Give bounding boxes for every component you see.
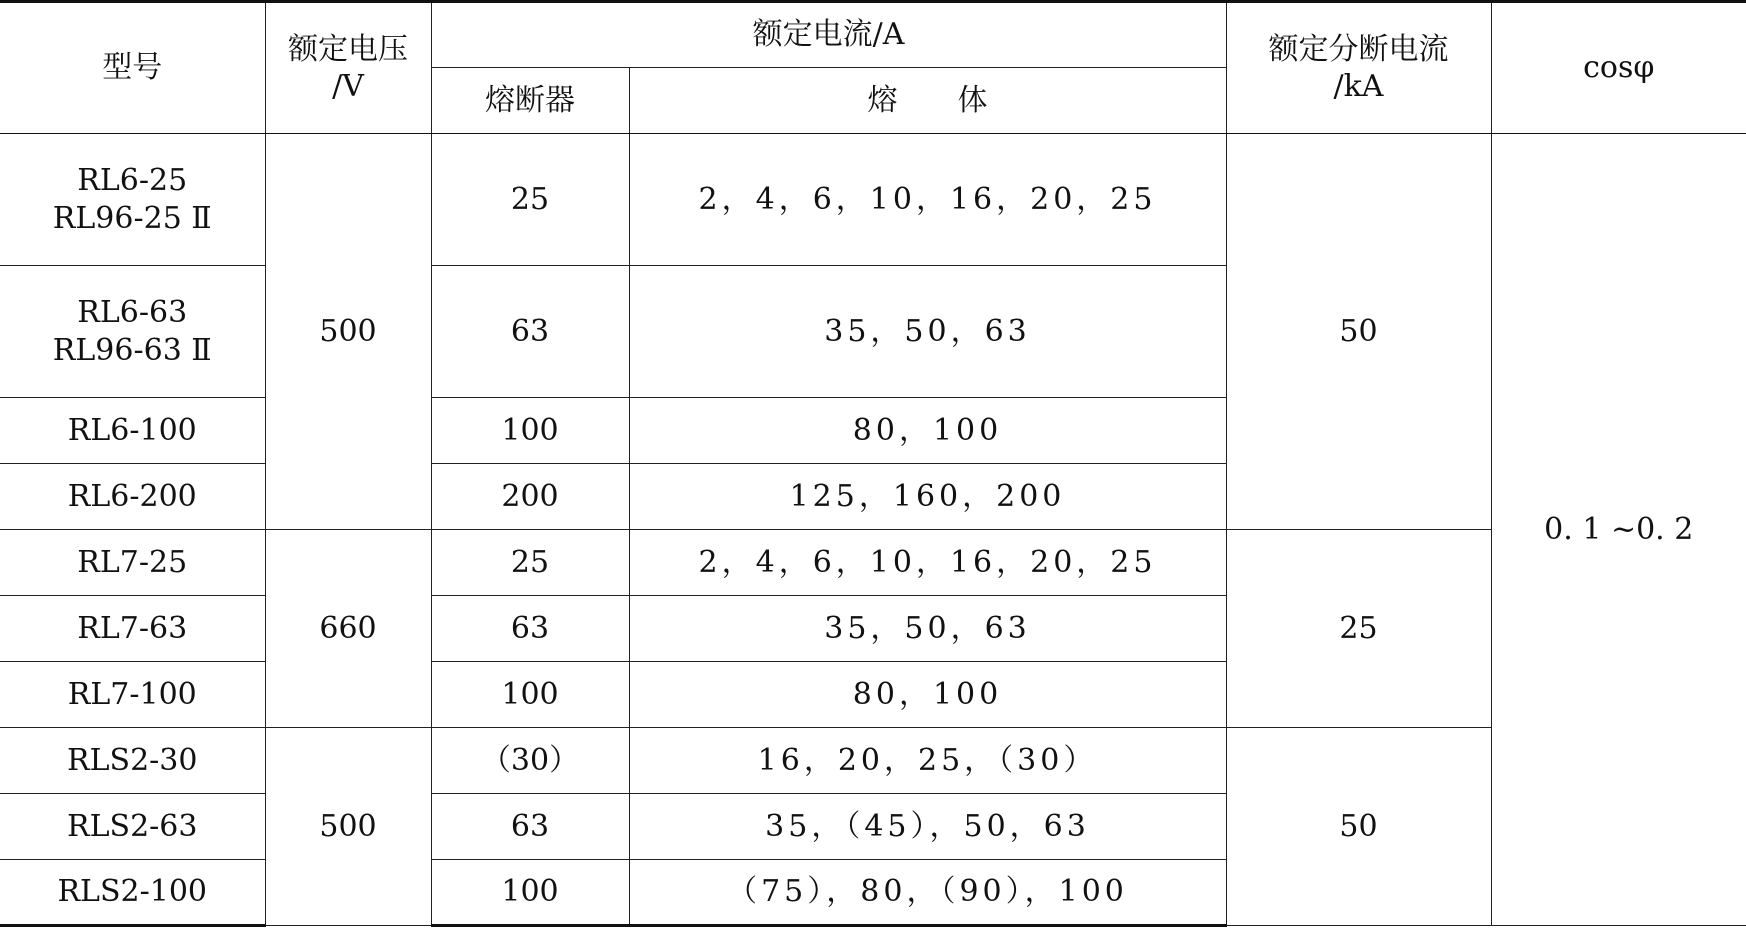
fuse-base-current-cell: （30） [431,728,629,794]
breaking-current-cell: 50 [1226,728,1491,926]
rated-voltage-cell: 500 [265,728,431,926]
table-row-model: RL6-25 RL96-25 Ⅱ [0,134,265,266]
header-fuse-base: 熔断器 [431,68,629,134]
fuse-link-current-cell: 2，4，6，10，16，20，25 [629,134,1226,266]
table-row-model: RL7-25 [0,530,265,596]
header-model: 型号 [0,2,265,134]
fuse-base-current-cell: 25 [431,134,629,266]
fuse-link-current-cell: 35，50，63 [629,596,1226,662]
fuse-link-current-cell: （75），80，（90），100 [629,860,1226,926]
fuse-link-current-cell: 2，4，6，10，16，20，25 [629,530,1226,596]
fuse-base-current-cell: 25 [431,530,629,596]
table-row-model: RL7-63 [0,596,265,662]
header-power-factor: cosφ [1491,2,1746,134]
table-row-model: RL6-63 RL96-63 Ⅱ [0,266,265,398]
breaking-current-cell: 25 [1226,530,1491,728]
fuse-link-current-cell: 16，20，25，（30） [629,728,1226,794]
rated-voltage-cell: 660 [265,530,431,728]
fuse-base-current-cell: 63 [431,596,629,662]
table-row-model: RLS2-30 [0,728,265,794]
fuse-link-current-cell: 80，100 [629,662,1226,728]
power-factor-cell: 0. 1 ~0. 2 [1491,134,1746,926]
table-row-model: RL7-100 [0,662,265,728]
header-rated-current: 额定电流/A [431,2,1226,68]
table-row-model: RLS2-100 [0,860,265,926]
breaking-current-cell: 50 [1226,134,1491,530]
fuse-base-current-cell: 100 [431,398,629,464]
fuse-link-current-cell: 125，160，200 [629,464,1226,530]
fuse-link-current-cell: 35，50，63 [629,266,1226,398]
fuse-base-current-cell: 63 [431,794,629,860]
fuse-base-current-cell: 200 [431,464,629,530]
fuse-base-current-cell: 63 [431,266,629,398]
header-rated-voltage: 额定电压 /V [265,2,431,134]
table-row-model: RL6-200 [0,464,265,530]
fuse-link-current-cell: 80，100 [629,398,1226,464]
fuse-base-current-cell: 100 [431,860,629,926]
fuse-base-current-cell: 100 [431,662,629,728]
table-row-model: RL6-100 [0,398,265,464]
header-fuse-link: 熔 体 [629,68,1226,134]
fuse-link-current-cell: 35，（45），50，63 [629,794,1226,860]
table-row-model: RLS2-63 [0,794,265,860]
header-breaking-current: 额定分断电流 /kA [1226,2,1491,134]
rated-voltage-cell: 500 [265,134,431,530]
